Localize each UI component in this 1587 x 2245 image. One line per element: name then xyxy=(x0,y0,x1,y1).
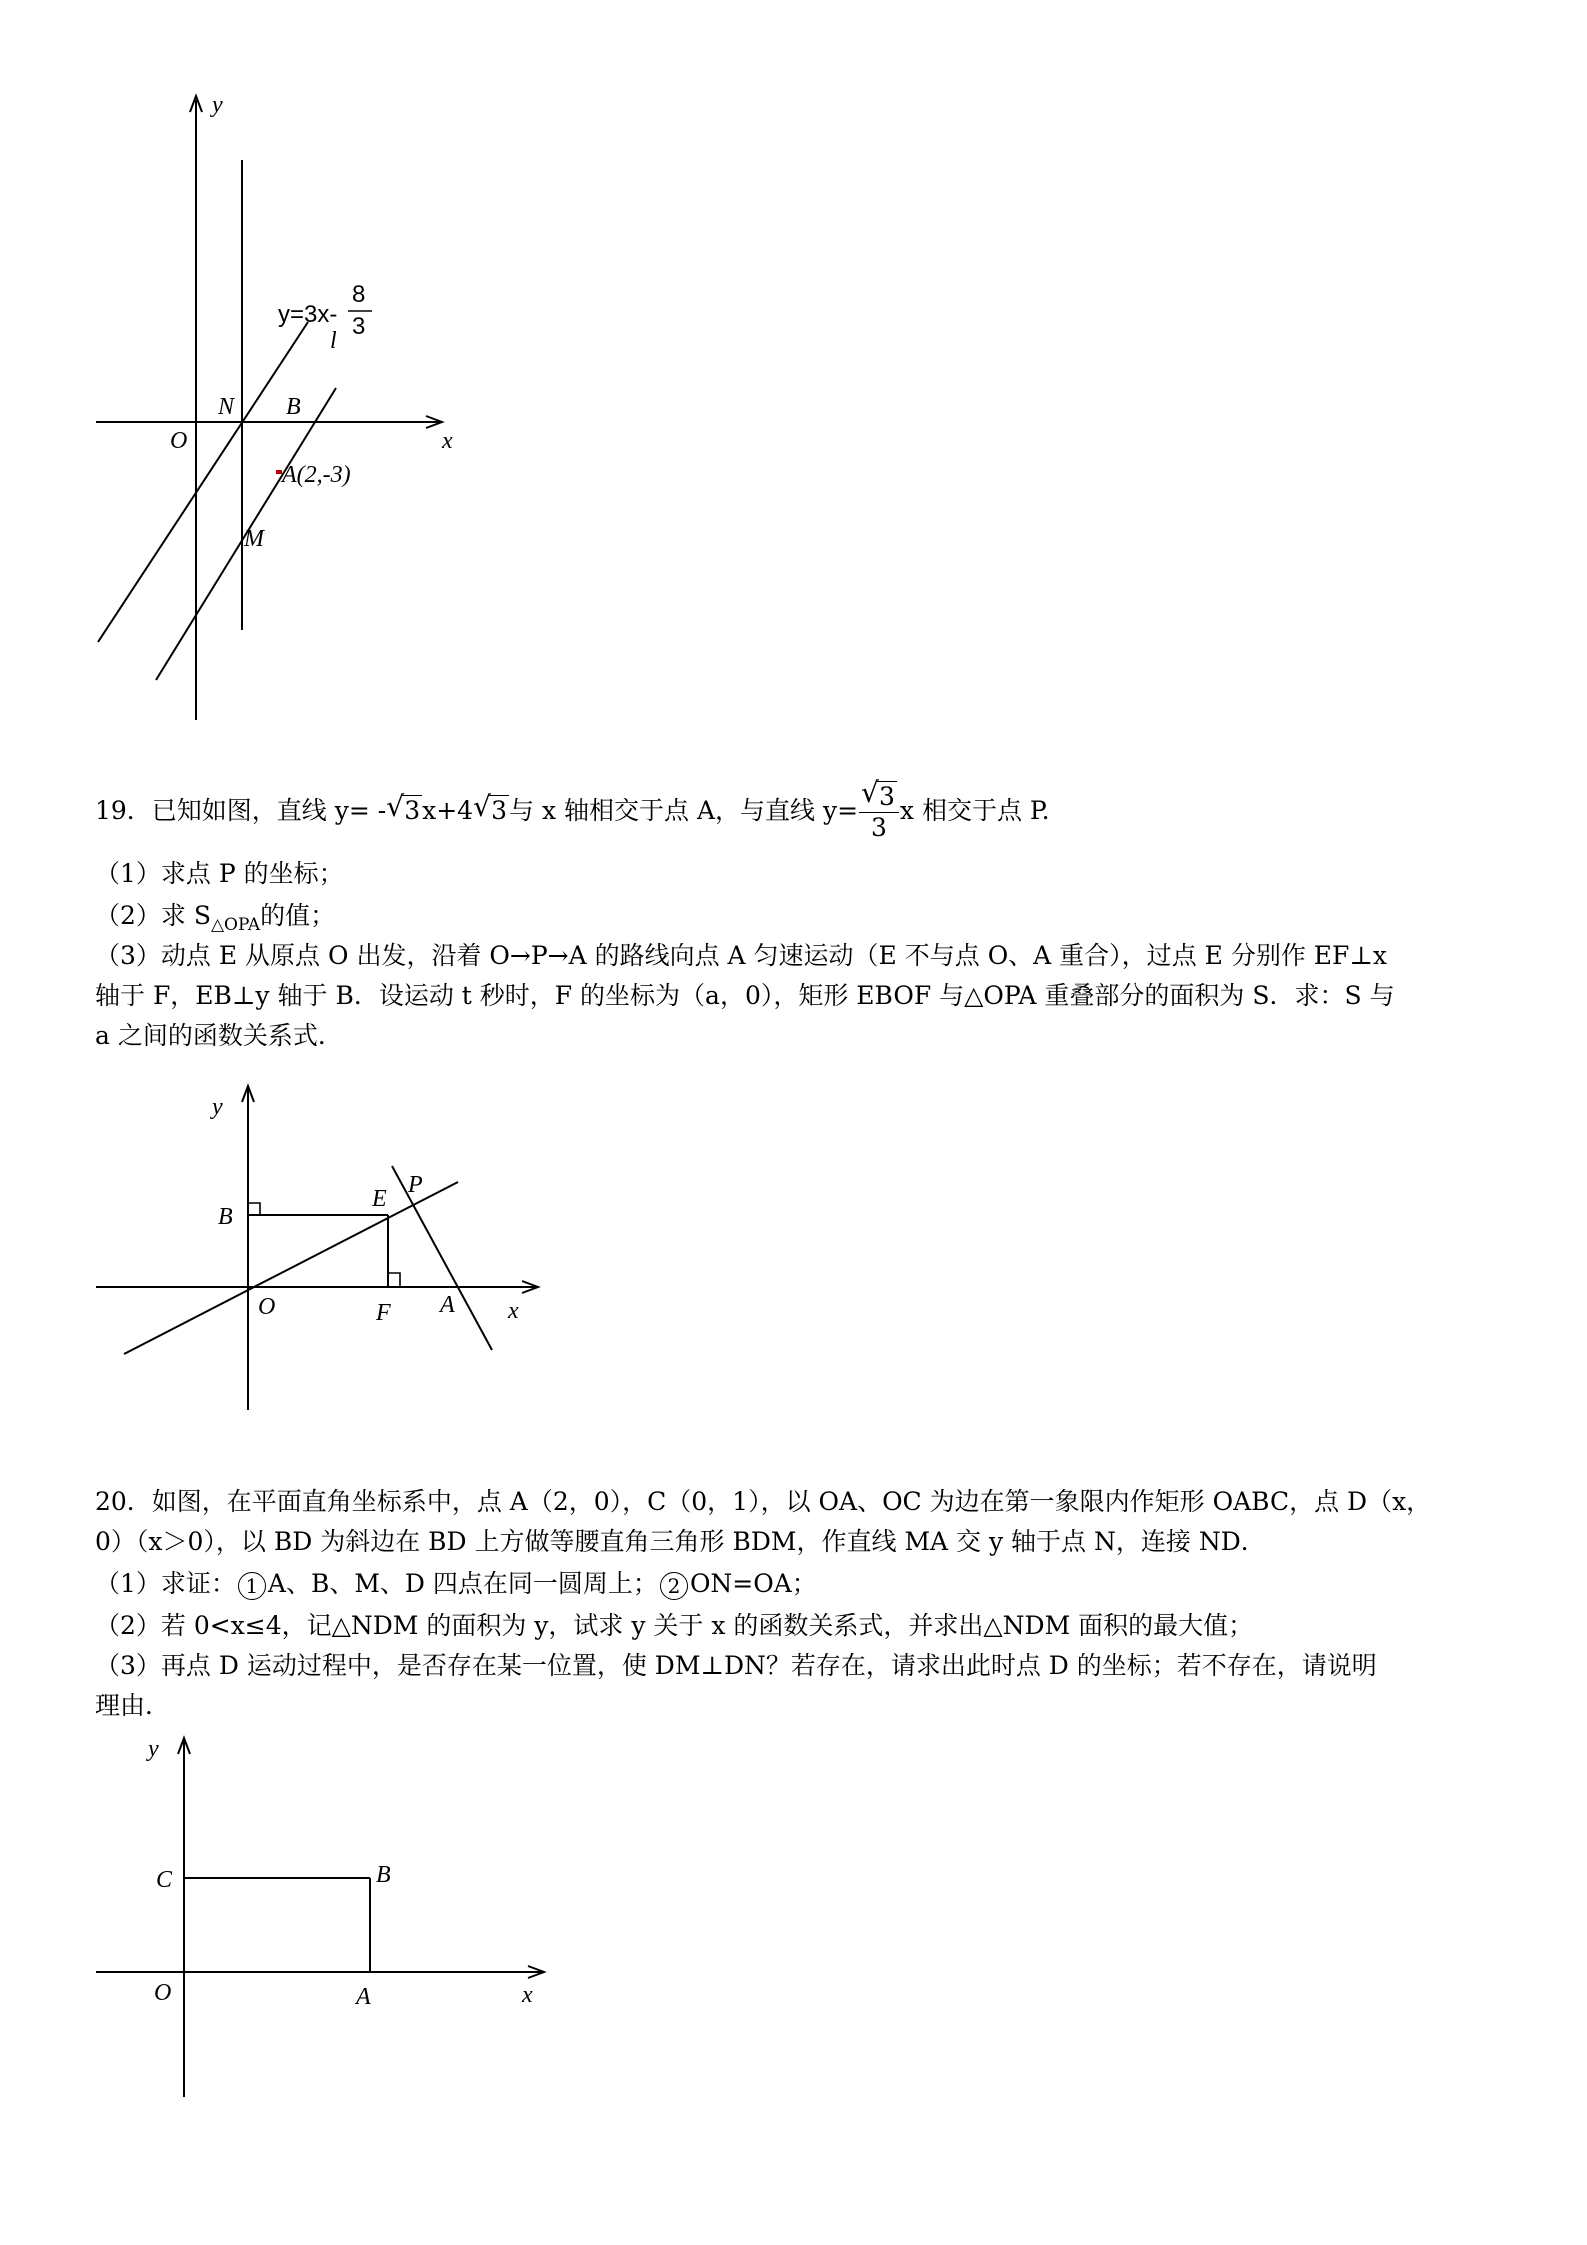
figure-q18 xyxy=(90,90,470,730)
line-op xyxy=(124,1182,458,1354)
line-label: y=3x- xyxy=(278,301,338,328)
label-a: A xyxy=(356,1984,371,2010)
x-axis-label: x xyxy=(522,1982,533,2008)
label-m: M xyxy=(244,526,264,552)
circled-1: 1 xyxy=(238,1572,266,1600)
label-p: P xyxy=(408,1172,423,1198)
x-axis-label: x xyxy=(508,1298,519,1324)
sqrt-3-b xyxy=(473,793,509,829)
q20-part1-a: （1）求证： xyxy=(95,1569,236,1598)
q19-text-a: 19．已知如图，直线 y= - xyxy=(95,796,387,825)
q19-text-c: 与 x 轴相交于点 A，与直线 y= xyxy=(509,796,859,825)
origin-label: O xyxy=(154,1980,172,2006)
label-l: l xyxy=(330,328,337,354)
q20-part3-line1: （3）再点 D 运动过程中，是否存在某一位置，使 DM⊥DN？若存在，请求出此时点 D 的坐标；若不存在，请说明 xyxy=(95,1651,1377,1680)
figure-q19 xyxy=(90,1080,550,1420)
line-label-frac-den: 3 xyxy=(352,313,366,340)
label-b: B xyxy=(218,1204,233,1230)
radicand: 3 xyxy=(404,796,421,825)
origin-label: O xyxy=(258,1294,276,1320)
origin-label: O xyxy=(170,428,188,454)
q19-part2-b: 的值； xyxy=(260,901,336,930)
line-label-frac-num: 8 xyxy=(352,281,366,308)
q19-part1: （1）求点 P 的坐标； xyxy=(95,859,344,888)
y-axis-label: y xyxy=(212,92,223,118)
y-axis-label: y xyxy=(148,1736,159,1762)
radicand: 3 xyxy=(879,782,895,811)
right-angle-b xyxy=(248,1203,260,1215)
y-axis-label: y xyxy=(212,1094,223,1120)
label-a: A xyxy=(440,1292,455,1318)
figure-q20-svg xyxy=(90,1732,560,2102)
label-b: B xyxy=(376,1862,391,1888)
q19-part2 xyxy=(95,898,335,943)
label-b: B xyxy=(286,394,301,420)
fraction-sqrt3-over-3 xyxy=(859,782,899,843)
x-axis-label: x xyxy=(442,428,453,454)
q19-part2-a: （2）求 S xyxy=(95,901,211,930)
q19-part2-sub: △OPA xyxy=(210,915,261,935)
q20-part2: （2）若 0<x≤4，记△NDM 的面积为 y，试求 y 关于 x 的函数关系式，并求出△NDM 面积的最大值； xyxy=(95,1611,1254,1640)
q19-part3-line1: （3）动点 E 从原点 O 出发，沿着 O→P→A 的路线向点 A 匀速运动（E 不与点 O、A 重合），过点 E 分别作 EF⊥x xyxy=(95,941,1387,970)
label-e: E xyxy=(372,1186,387,1212)
q20-part1-b: A、B、M、D 四点在同一圆周上； xyxy=(267,1569,658,1598)
label-f: F xyxy=(376,1300,391,1326)
label-n: N xyxy=(218,394,235,420)
q20-part1-c: ON=OA； xyxy=(689,1569,817,1598)
q19-text-d: x 相交于点 P. xyxy=(899,796,1050,825)
right-angle-f xyxy=(388,1273,400,1287)
q20-part1 xyxy=(95,1566,817,1602)
q19-text-b: x+4 xyxy=(422,796,474,825)
fraction-den: 3 xyxy=(871,813,887,842)
q19-part3-line3: a 之间的函数关系式． xyxy=(95,1021,343,1050)
label-c: C xyxy=(156,1867,173,1893)
q20-part3-line2: 理由． xyxy=(95,1691,171,1720)
line-ap xyxy=(392,1166,492,1350)
q20-line1: 20．如图，在平面直角坐标系中，点 A（2，0），C（0，1），以 OA、OC 为边在第一象限内作矩形 OABC，点 D（x， xyxy=(95,1487,1432,1516)
figure-q20 xyxy=(90,1732,560,2102)
circled-2: 2 xyxy=(660,1572,688,1600)
q19-part3-line2: 轴于 F，EB⊥y 轴于 B．设运动 t 秒时，F 的坐标为（a，0），矩形 EBOF 与△OPA 重叠部分的面积为 S．求：S 与 xyxy=(95,981,1395,1010)
q20-line2: 0）（x＞0），以 BD 为斜边在 BD 上方做等腰直角三角形 BDM，作直线 MA 交 y 轴于点 N，连接 ND． xyxy=(95,1527,1266,1556)
sqrt-3-a xyxy=(386,793,422,829)
line-y3x xyxy=(98,322,308,642)
figure-q18-svg xyxy=(90,90,470,730)
label-a: A(2,-3) xyxy=(282,462,351,488)
radicand: 3 xyxy=(491,796,507,825)
q19-line1 xyxy=(95,782,1050,843)
figure-q19-svg xyxy=(90,1080,550,1420)
